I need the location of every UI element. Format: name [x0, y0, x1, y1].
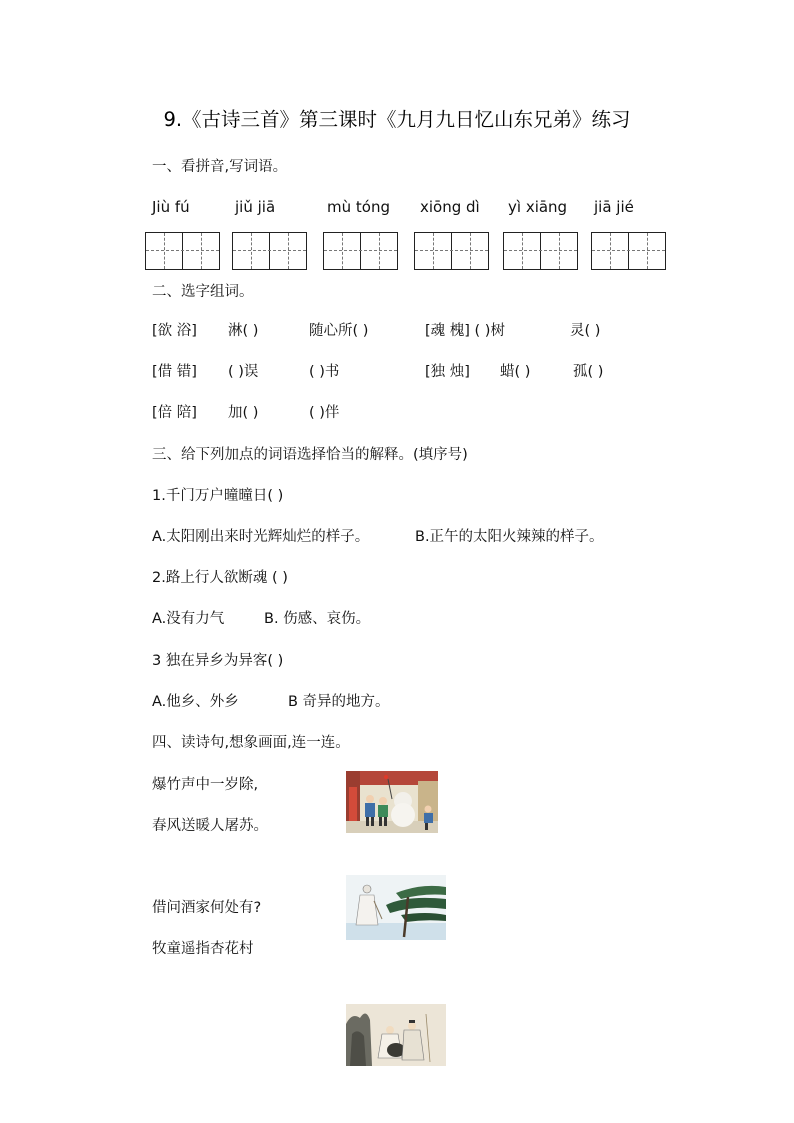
- fill-blank: 加( ): [228, 405, 259, 421]
- writing-grid-1[interactable]: [145, 232, 220, 270]
- fill-blank: 蜡( ): [500, 364, 531, 380]
- writing-grid-2[interactable]: [232, 232, 307, 270]
- page-title: 9.《古诗三首》第三课时《九月九日忆山东兄弟》练习: [163, 108, 631, 131]
- choice-pair: [魂 槐] ( )树: [425, 323, 505, 339]
- option-a: A.没有力气: [152, 611, 225, 627]
- poem-line: 爆竹声中一岁除,: [152, 777, 259, 793]
- fill-blank: 孤( ): [573, 364, 604, 380]
- pinyin-2: jiǔ jiā: [235, 198, 276, 216]
- pinyin-1: Jiù fú: [152, 198, 190, 216]
- question-3: 3 独在异乡为异客( ): [152, 653, 284, 669]
- scholars-scene-image[interactable]: [346, 1004, 446, 1066]
- fill-blank: 灵( ): [570, 323, 601, 339]
- option-b: B. 伤感、哀伤。: [264, 611, 371, 627]
- question-2: 2.路上行人欲断魂 ( ): [152, 570, 288, 586]
- new-year-scene-image[interactable]: [346, 771, 438, 833]
- fill-blank: ( )书: [309, 364, 340, 380]
- writing-grid-5[interactable]: [503, 232, 578, 270]
- section3-heading: 三、给下列加点的词语选择恰当的解释。(填序号): [152, 447, 468, 463]
- choice-pair: [倍 陪]: [152, 405, 197, 421]
- question-1: 1.千门万户曈曈日( ): [152, 488, 284, 504]
- fill-blank: 随心所( ): [309, 323, 369, 339]
- pinyin-3: mù tóng: [327, 198, 390, 216]
- writing-grid-4[interactable]: [414, 232, 489, 270]
- option-b: B 奇异的地方。: [288, 694, 390, 710]
- pinyin-6: jiā jié: [594, 198, 634, 216]
- poem-line: 春风送暖人屠苏。: [152, 818, 268, 834]
- pine-snow-figure-image[interactable]: [346, 875, 446, 940]
- section4-heading: 四、读诗句,想象画面,连一连。: [152, 735, 350, 751]
- pinyin-5: yì xiāng: [508, 198, 568, 216]
- poem-line: 牧童遥指杏花村: [152, 941, 254, 957]
- fill-blank: 淋( ): [228, 323, 259, 339]
- choice-pair: [借 错]: [152, 364, 197, 380]
- section2-heading: 二、选字组词。: [152, 284, 254, 300]
- option-a: A.他乡、外乡: [152, 694, 239, 710]
- option-a: A.太阳刚出来时光辉灿烂的样子。: [152, 529, 370, 545]
- writing-grid-3[interactable]: [323, 232, 398, 270]
- fill-blank: ( )伴: [309, 405, 340, 421]
- choice-pair: [独 烛]: [425, 364, 470, 380]
- option-b: B.正午的太阳火辣辣的样子。: [415, 529, 604, 545]
- pinyin-4: xiōng dì: [420, 198, 480, 216]
- writing-grid-6[interactable]: [591, 232, 666, 270]
- section1-heading: 一、看拼音,写词语。: [152, 159, 288, 175]
- poem-line: 借问酒家何处有?: [152, 900, 262, 916]
- choice-pair: [欲 浴]: [152, 323, 197, 339]
- fill-blank: ( )误: [228, 364, 259, 380]
